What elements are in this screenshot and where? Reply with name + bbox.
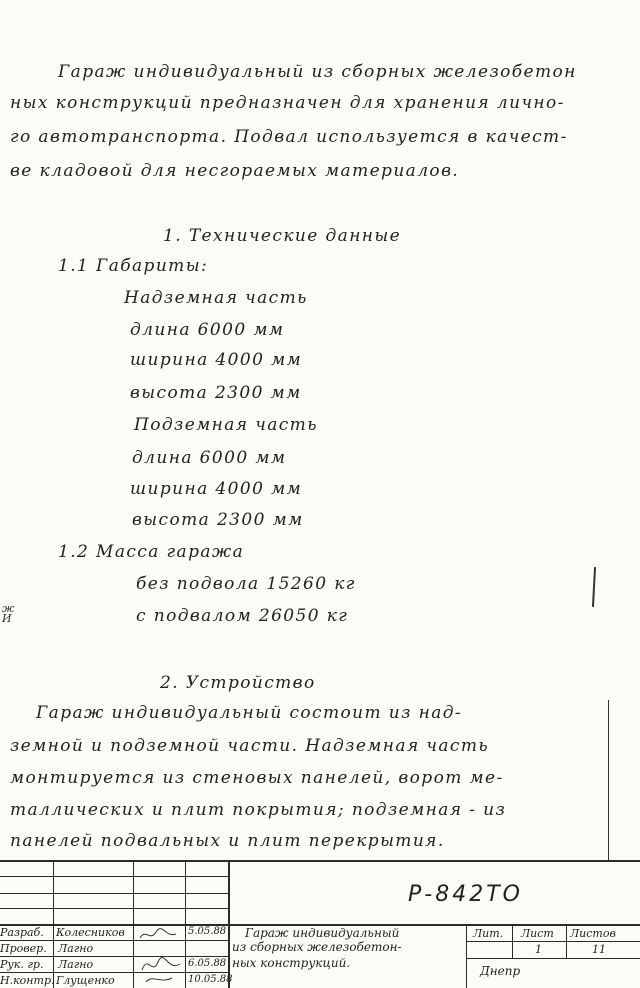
sheets-label: Листов [570,927,616,940]
section1-heading: 1. Технические данные [163,226,402,246]
section2-line-5: панелей подвальных и плит перекрытия. [10,831,445,851]
sheets-count: 11 [592,943,606,956]
intro-line-4: ве кладовой для несгораемых материалов. [10,161,460,181]
role-developer: Разраб. [0,926,44,939]
section2-heading: 2. Устройство [160,673,316,693]
above-ground-height: высота 2300 мм [130,383,302,403]
role-group-lead: Рук. гр. [0,958,44,971]
role-norm-control: Н.контр. [0,974,55,987]
name-checker: Лагно [58,942,94,955]
below-ground-width: ширина 4000 мм [130,479,303,499]
margin-stroke [592,567,596,607]
margin-note: ж И [2,602,15,625]
above-ground-label: Надземная часть [124,288,308,308]
section2-line-1: Гараж индивидуальный состоит из над- [36,703,463,723]
organization: Днепр [480,964,521,978]
name-developer: Колесников [56,926,125,939]
below-ground-label: Подземная часть [134,415,318,435]
section1-sub2-heading: 1.2 Масса гаража [58,542,245,562]
name-group-lead: Лагно [58,958,94,971]
section2-line-3: монтируется из стеновых панелей, ворот ме- [10,768,504,788]
section2-line-4: таллических и плит покрытия; подземная - из [10,800,507,820]
sheet-number: 1 [535,943,542,956]
margin-stroke-right [608,700,609,860]
role-checker: Провер. [0,942,47,955]
sheet-label: Лист [521,927,554,940]
date-2: 6.05.88 [188,958,227,969]
signatures [136,924,184,988]
doc-title-line-2: из сборных железобетон- [232,940,402,954]
date-3: 10.05.88 [188,974,233,985]
mass-without-basement: без подвола 15260 кг [136,574,356,594]
doc-title-line-3: ных конструкций. [232,956,351,970]
below-ground-length: длина 6000 мм [132,448,287,468]
above-ground-length: длина 6000 мм [130,320,285,340]
doc-number: Р-842ТО [408,882,523,907]
section2-line-2: земной и подземной части. Надземная часть [10,736,490,756]
intro-line-2: ных конструкций предназначен для хранения лично- [10,93,565,113]
doc-title-line-1: Гараж индивидуальный [245,926,400,940]
lit-label: Лит. [473,927,504,940]
mass-with-basement: с подвалом 26050 кг [136,606,349,626]
date-1: 5.05.88 [188,926,227,937]
above-ground-width: ширина 4000 мм [130,350,303,370]
section1-sub1-heading: 1.1 Габариты: [58,256,209,276]
intro-line-3: го автотранспорта. Подвал используется в качест- [10,127,568,147]
name-norm-control: Глущенко [56,974,115,987]
below-ground-height: высота 2300 мм [132,510,304,530]
intro-line-1: Гараж индивидуальный из сборных железобетон [58,62,577,82]
